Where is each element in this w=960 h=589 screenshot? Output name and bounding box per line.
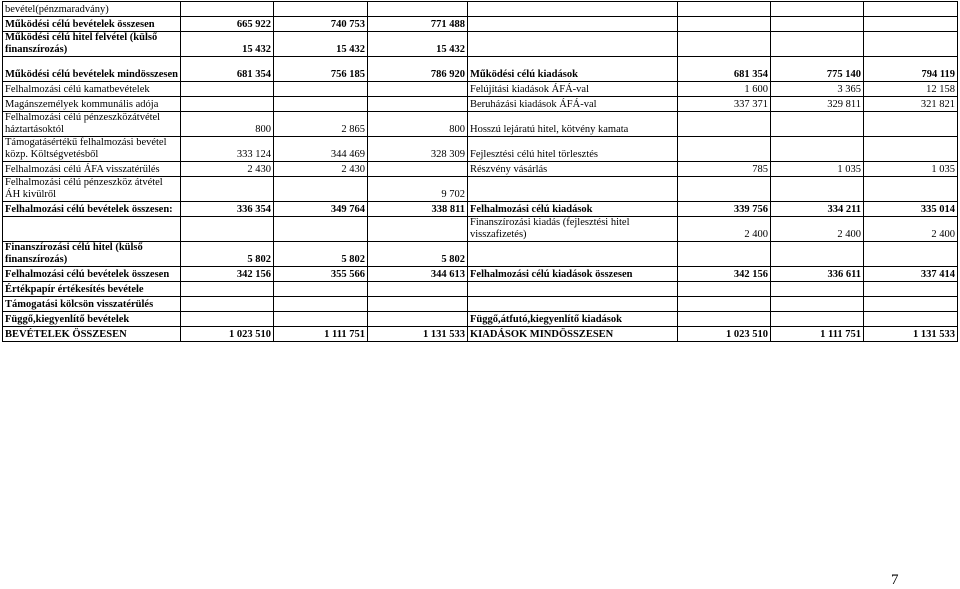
expense-label-cell: Részvény vásárlás [468, 162, 678, 177]
income-value-2-cell: 15 432 [274, 32, 368, 57]
expense-value-2-cell [771, 2, 864, 17]
expense-label-cell [468, 242, 678, 267]
income-value-3-cell: 771 488 [368, 17, 468, 32]
expense-value-2-cell [771, 282, 864, 297]
income-label-cell: Finanszírozási célú hitel (külső finanszírozás) [3, 242, 181, 267]
expense-value-1-cell [678, 112, 771, 137]
income-label-cell: Felhalmozási célú kamatbevételek [3, 82, 181, 97]
expense-label-cell [468, 2, 678, 17]
income-value-3-cell: 786 920 [368, 57, 468, 82]
income-value-3-cell: 15 432 [368, 32, 468, 57]
table-row [3, 217, 958, 242]
expense-value-2-cell [771, 32, 864, 57]
income-value-3-cell [368, 97, 468, 112]
expense-value-1-cell [678, 177, 771, 202]
income-value-3-cell [368, 312, 468, 327]
expense-value-3-cell [864, 112, 958, 137]
expense-label-cell: Beruházási kiadások ÁFÁ-val [468, 97, 678, 112]
income-value-3-cell [368, 217, 468, 242]
expense-value-1-cell: 2 400 [678, 217, 771, 242]
expense-value-2-cell [771, 112, 864, 137]
income-value-1-cell: 336 354 [181, 202, 274, 217]
table-row [3, 97, 958, 112]
income-value-1-cell: 1 023 510 [181, 327, 274, 342]
expense-value-3-cell: 12 158 [864, 82, 958, 97]
expense-label-cell [468, 282, 678, 297]
expense-label-cell: Működési célú kiadások [468, 57, 678, 82]
income-value-1-cell [181, 97, 274, 112]
income-value-3-cell: 1 131 533 [368, 327, 468, 342]
page-number: 7 [891, 572, 899, 588]
income-value-3-cell: 338 811 [368, 202, 468, 217]
income-value-2-cell: 5 802 [274, 242, 368, 267]
table-row [3, 282, 958, 297]
income-value-1-cell: 5 802 [181, 242, 274, 267]
income-label-cell: Felhalmozási célú pénzeszközátvétel háztartásoktól [3, 112, 181, 137]
income-value-1-cell: 15 432 [181, 32, 274, 57]
table-row [3, 202, 958, 217]
expense-value-1-cell [678, 297, 771, 312]
income-label-cell: Felhalmozási célú pénzeszköz átvétel ÁH kivülről [3, 177, 181, 202]
table-row [3, 112, 958, 137]
expense-value-3-cell [864, 312, 958, 327]
table-row [3, 327, 958, 342]
expense-value-1-cell [678, 32, 771, 57]
table-row [3, 177, 958, 202]
income-value-2-cell: 344 469 [274, 137, 368, 162]
expense-value-2-cell [771, 17, 864, 32]
expense-value-2-cell: 775 140 [771, 57, 864, 82]
income-value-3-cell: 5 802 [368, 242, 468, 267]
income-value-2-cell [274, 82, 368, 97]
income-value-2-cell [274, 2, 368, 17]
income-value-1-cell: 681 354 [181, 57, 274, 82]
income-value-2-cell: 355 566 [274, 267, 368, 282]
expense-value-3-cell [864, 17, 958, 32]
income-value-2-cell [274, 217, 368, 242]
budget-table [2, 1, 958, 342]
expense-value-2-cell [771, 137, 864, 162]
expense-value-3-cell: 335 014 [864, 202, 958, 217]
expense-label-cell [468, 297, 678, 312]
table-row [3, 162, 958, 177]
income-value-1-cell: 342 156 [181, 267, 274, 282]
expense-value-1-cell [678, 312, 771, 327]
expense-value-3-cell: 321 821 [864, 97, 958, 112]
expense-value-2-cell: 329 811 [771, 97, 864, 112]
income-label-cell: Támogatásértékű felhalmozási bevétel közp. Költségvetésből [3, 137, 181, 162]
income-value-3-cell [368, 82, 468, 97]
income-label-cell: Működési célú bevételek összesen [3, 17, 181, 32]
expense-value-3-cell [864, 177, 958, 202]
expense-value-1-cell: 339 756 [678, 202, 771, 217]
table-row [3, 82, 958, 97]
income-value-2-cell: 756 185 [274, 57, 368, 82]
income-label-cell: Működési célú hitel felvétel (külső finanszírozás) [3, 32, 181, 57]
income-value-1-cell [181, 177, 274, 202]
income-value-3-cell [368, 297, 468, 312]
expense-value-1-cell [678, 2, 771, 17]
expense-value-1-cell [678, 17, 771, 32]
income-value-2-cell: 349 764 [274, 202, 368, 217]
income-label-cell [3, 217, 181, 242]
income-value-1-cell [181, 312, 274, 327]
income-value-3-cell: 328 309 [368, 137, 468, 162]
income-value-1-cell [181, 282, 274, 297]
expense-label-cell: Függő,átfutó,kiegyenlítő kiadások [468, 312, 678, 327]
expense-value-3-cell [864, 242, 958, 267]
income-value-2-cell: 2 430 [274, 162, 368, 177]
income-value-1-cell: 800 [181, 112, 274, 137]
income-value-3-cell: 800 [368, 112, 468, 137]
expense-value-2-cell: 3 365 [771, 82, 864, 97]
income-value-2-cell [274, 297, 368, 312]
income-label-cell: bevétel(pénzmaradvány) [3, 2, 181, 17]
income-value-3-cell [368, 162, 468, 177]
expense-value-1-cell: 1 600 [678, 82, 771, 97]
expense-value-2-cell [771, 177, 864, 202]
table-row [3, 2, 958, 17]
income-value-1-cell: 333 124 [181, 137, 274, 162]
income-value-1-cell [181, 82, 274, 97]
expense-value-2-cell [771, 242, 864, 267]
expense-value-3-cell: 337 414 [864, 267, 958, 282]
expense-label-cell: Fejlesztési célú hitel törlesztés [468, 137, 678, 162]
income-label-cell: Magánszemélyek kommunális adója [3, 97, 181, 112]
expense-label-cell [468, 177, 678, 202]
expense-value-3-cell: 1 131 533 [864, 327, 958, 342]
expense-label-cell: KIADÁSOK MINDÖSSZESEN [468, 327, 678, 342]
income-label-cell: BEVÉTELEK ÖSSZESEN [3, 327, 181, 342]
expense-value-1-cell [678, 282, 771, 297]
expense-value-3-cell [864, 282, 958, 297]
income-value-2-cell [274, 177, 368, 202]
income-label-cell: Felhalmozási célú ÁFA visszatérülés [3, 162, 181, 177]
income-label-cell: Függő,kiegyenlítő bevételek [3, 312, 181, 327]
income-label-cell: Működési célú bevételek mindösszesen [3, 57, 181, 82]
expense-value-3-cell: 1 035 [864, 162, 958, 177]
income-value-1-cell [181, 297, 274, 312]
expense-value-1-cell [678, 242, 771, 267]
expense-value-1-cell [678, 137, 771, 162]
expense-value-2-cell: 1 035 [771, 162, 864, 177]
expense-value-3-cell [864, 2, 958, 17]
expense-label-cell [468, 17, 678, 32]
expense-value-2-cell [771, 312, 864, 327]
income-value-2-cell [274, 282, 368, 297]
expense-label-cell [468, 32, 678, 57]
expense-value-3-cell: 794 119 [864, 57, 958, 82]
income-value-1-cell [181, 2, 274, 17]
expense-value-1-cell: 337 371 [678, 97, 771, 112]
table-row [3, 32, 958, 57]
expense-value-2-cell: 2 400 [771, 217, 864, 242]
income-value-2-cell: 2 865 [274, 112, 368, 137]
income-label-cell: Felhalmozási célú bevételek összesen: [3, 202, 181, 217]
income-value-1-cell [181, 217, 274, 242]
income-label-cell: Támogatási kölcsön visszatérülés [3, 297, 181, 312]
income-label-cell: Felhalmozási célú bevételek összesen [3, 267, 181, 282]
income-label-cell: Értékpapír értékesítés bevétele [3, 282, 181, 297]
expense-value-2-cell: 334 211 [771, 202, 864, 217]
expense-label-cell: Felhalmozási célú kiadások összesen [468, 267, 678, 282]
expense-label-cell: Hosszú lejáratú hitel, kötvény kamata [468, 112, 678, 137]
expense-value-1-cell: 681 354 [678, 57, 771, 82]
table-row [3, 17, 958, 32]
expense-value-3-cell [864, 297, 958, 312]
income-value-3-cell [368, 282, 468, 297]
income-value-3-cell: 9 702 [368, 177, 468, 202]
income-value-3-cell [368, 2, 468, 17]
expense-value-3-cell [864, 137, 958, 162]
income-value-3-cell: 344 613 [368, 267, 468, 282]
expense-value-2-cell: 1 111 751 [771, 327, 864, 342]
table-row [3, 137, 958, 162]
table-row [3, 312, 958, 327]
expense-value-2-cell: 336 611 [771, 267, 864, 282]
expense-label-cell: Felújítási kiadások ÁFÁ-val [468, 82, 678, 97]
expense-value-3-cell [864, 32, 958, 57]
income-value-2-cell: 740 753 [274, 17, 368, 32]
table-row [3, 297, 958, 312]
income-value-1-cell: 2 430 [181, 162, 274, 177]
expense-label-cell: Finanszírozási kiadás (fejlesztési hitel visszafizetés) [468, 217, 678, 242]
income-value-2-cell [274, 97, 368, 112]
income-value-1-cell: 665 922 [181, 17, 274, 32]
expense-label-cell: Felhalmozási célú kiadások [468, 202, 678, 217]
income-value-2-cell [274, 312, 368, 327]
expense-value-1-cell: 1 023 510 [678, 327, 771, 342]
table-row [3, 242, 958, 267]
expense-value-1-cell: 342 156 [678, 267, 771, 282]
expense-value-1-cell: 785 [678, 162, 771, 177]
table-row [3, 57, 958, 82]
expense-value-2-cell [771, 297, 864, 312]
expense-value-3-cell: 2 400 [864, 217, 958, 242]
table-row [3, 267, 958, 282]
table-body [3, 2, 958, 342]
income-value-2-cell: 1 111 751 [274, 327, 368, 342]
